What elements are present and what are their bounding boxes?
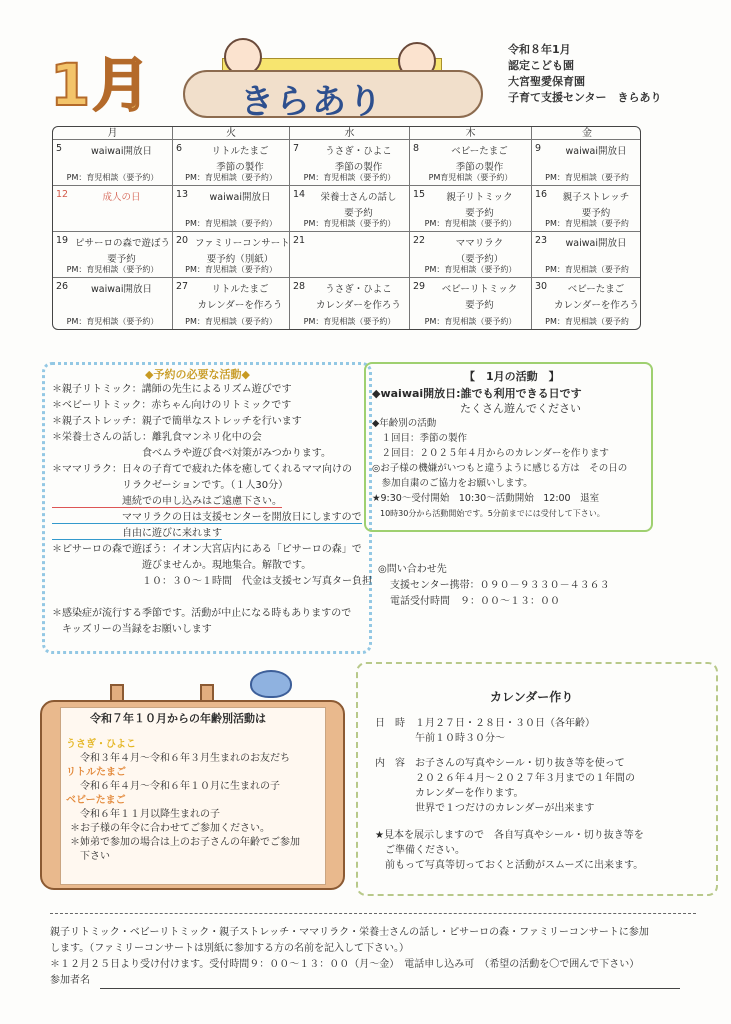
reservation-line: ＊ピサーロの森で遊ぼう：イオン大宮店内にある「ピサーロの森」で (52, 544, 362, 555)
pm-consultation: PM：育児相談（要予約） (66, 317, 159, 326)
day-number: 23 (535, 235, 548, 246)
pm-consultation: PM：育児相談（要予約） (424, 317, 517, 326)
calendar-making-line: 日 時 １月２７日・２８日・３０日（各年齢） (375, 718, 595, 729)
center-title: きらあり (240, 82, 384, 122)
event-title: うさぎ・ひよこ (325, 146, 392, 157)
day-number: 30 (535, 281, 548, 292)
calendar-cell (532, 278, 641, 330)
event-subtitle: カレンダーを作ろう (316, 300, 401, 311)
calendar-cell (410, 140, 532, 186)
pm-consultation: PM：育児相談（要予約） (185, 219, 277, 228)
event-title: ピサーロの森で遊ぼう (75, 238, 171, 249)
day-number: 20 (176, 235, 189, 246)
weekday-thu: 木 (410, 127, 532, 140)
activity-line: ◆waiwai開放日:誰でも利用できる日です (372, 387, 582, 400)
event-title: ママリラク (455, 238, 504, 249)
reservation-line: 遊びませんか。現地集合。解散です。 (52, 560, 312, 571)
event-subtitle: 要予約 (107, 254, 136, 265)
calendar-making-line: ★見本を展示しますので 各自写真やシール・切り抜き等を (375, 830, 644, 841)
event-subtitle: カレンダーを作ろう (197, 300, 283, 311)
pm-consultation: PM：育児相談（要予約 (545, 265, 629, 274)
pm-consultation: PM：育児相談（要予約 (545, 173, 629, 182)
activity-line: ◆年齢別の活動 (372, 418, 437, 429)
reservation-line: ＊親子ストレッチ：親子で簡単なストレッチを行います (52, 416, 302, 427)
day-number: 26 (56, 281, 69, 292)
activity-line: 参加自粛のご協力をお願いします。 (372, 478, 533, 489)
participant-name-field[interactable] (100, 988, 680, 989)
weekday-wed: 水 (290, 127, 410, 140)
event-title: 親子ストレッチ (562, 192, 630, 203)
pm-consultation: PM：育児相談（要予約） (424, 265, 517, 274)
footer-line: ＊１２月２５日より受け付けます。受付時間９：００～１３：００（月～金） 電話申し込み可 （希望の活動を〇で囲んで下さい） (50, 959, 640, 970)
event-subtitle: （要予約） (455, 254, 504, 265)
calendar-cell (290, 278, 410, 330)
participant-label: 参加者名 (50, 975, 90, 986)
age-group-name: ベビーたまご (66, 795, 126, 806)
event-title: waiwai開放日 (565, 238, 627, 249)
header-info-line: 令和８年1月 (508, 43, 571, 56)
activities-title: 【 1月の活動 】 (464, 370, 560, 383)
day-number: 16 (535, 189, 548, 200)
event-subtitle: カレンダーを作ろう (554, 300, 639, 311)
calendar-cell (532, 140, 641, 186)
activity-line: ◎お子様の機嫌がいつもと違うように感じる方は その日の (372, 463, 628, 474)
calendar-cell (532, 232, 641, 278)
day-number: 13 (176, 189, 189, 200)
age-groups-list (66, 738, 300, 864)
calendar-cell (173, 140, 290, 186)
reservation-line: ＊感染症が流行する季節です。活動が中止になる時もありますので (52, 608, 352, 619)
pm-consultation: PM：育児相談（要予約） (185, 265, 277, 274)
event-title: 栄養士さんの話し (320, 192, 397, 203)
activity-line: 10時30分から活動開始です。5分前までには受付して下さい。 (372, 509, 605, 518)
weekday-tue: 火 (173, 127, 290, 140)
reservation-line (52, 526, 382, 542)
calendar-cell (410, 186, 532, 232)
calendar-cell (290, 140, 410, 186)
pm-consultation: PM育児相談（要予約） (428, 173, 513, 182)
event-subtitle: 要予約 (465, 208, 494, 219)
event-title: うさぎ・ひよこ (325, 284, 392, 295)
pm-consultation: PM：育児相談（要予約） (303, 219, 396, 228)
event-title: waiwai開放日 (91, 146, 152, 157)
calendar-table (52, 126, 641, 330)
calendar-making-details (375, 716, 715, 873)
reservation-line (52, 510, 382, 526)
event-subtitle: 季節の製作 (334, 162, 383, 173)
pm-consultation: PM：育児相談（要予約 (545, 219, 629, 228)
calendar-header (53, 127, 640, 140)
event-title: ベビーリトミック (441, 284, 518, 295)
header-info (508, 42, 662, 106)
reservation-line: キッズリーの当録をお願いします (52, 624, 212, 635)
calendar-making-line (375, 816, 715, 828)
day-number: 8 (413, 143, 420, 154)
pm-consultation: PM：育児相談（要予約） (303, 317, 396, 326)
day-number: 14 (293, 189, 306, 200)
calendar-making-line: 内 容 お子さんの写真やシール・切り抜き等を使って (375, 758, 625, 769)
day-number: 27 (176, 281, 189, 292)
header-info-line: 子育て支援センター きらあり (508, 91, 662, 104)
day-number: 19 (56, 235, 69, 246)
age-group-note: ＊お子様の年令に合わせてご参加ください。 (70, 823, 270, 834)
calendar-making-line (375, 746, 715, 756)
calendar-making-line: 前もって写真等切っておくと活動がスムーズに出来ます。 (375, 860, 644, 871)
calendar-cell (410, 232, 532, 278)
reservation-title: ◆予約の必要な活動◆ (142, 366, 253, 382)
age-group-desc: 令和６年４月～令和６年１０月に生まれの子 (80, 781, 280, 792)
reservation-line: 食べムラや遊び食べ対策がみつかります。 (52, 448, 331, 459)
event-subtitle: 季節の製作 (216, 162, 264, 173)
month-heading: 1月 (50, 51, 153, 119)
calendar-cell (53, 140, 173, 186)
activity-line: たくさん遊んでください (372, 402, 581, 415)
calendar-cell (173, 278, 290, 330)
reservation-line (52, 590, 382, 606)
pm-consultation: PM：育児相談（要予約） (303, 173, 396, 182)
footer-divider (50, 913, 696, 914)
age-group-note: ＊姉弟で参加の場合は上のお子さんの年齢でご参加 (70, 837, 300, 848)
weekday-fri: 金 (532, 127, 641, 140)
event-subtitle: 要予約 (465, 300, 494, 311)
contact-title: ◎問い合わせ先 (378, 564, 447, 575)
day-number: 15 (413, 189, 426, 200)
calendar-cell (53, 278, 173, 330)
event-title: 親子リトミック (446, 192, 513, 203)
event-title: waiwai開放日 (565, 146, 627, 157)
age-group-note: 下さい (70, 851, 110, 862)
reservation-line: リラクゼーションです。（１人30分） (52, 480, 289, 491)
reservation-list (52, 382, 382, 638)
calendar-cell (410, 278, 532, 330)
pm-consultation: PM：育児相談（要予約） (424, 219, 517, 228)
event-subtitle: 要予約（別紙） (206, 254, 274, 265)
calendar-making-line: 午前１０時３０分～ (375, 733, 505, 744)
calendar-cell (290, 232, 410, 278)
bird-icon (250, 670, 292, 698)
event-title: リトルたまご (211, 146, 269, 157)
activity-line: １回目：季節の製作 (372, 433, 468, 444)
reservation-line: ＊親子リトミック：講師の先生によるリズム遊びです (52, 384, 292, 395)
event-subtitle: 要予約 (344, 208, 373, 219)
day-number: 29 (413, 281, 426, 292)
note-blue: ママリラクの日は支援センターを開放日にしますので (52, 512, 362, 523)
calendar-making-line: ご準備ください。 (375, 845, 465, 856)
event-title: ベビーたまご (567, 284, 625, 295)
day-number: 6 (176, 143, 183, 154)
activity-line: ★9:30～受付開始 10:30～活動開始 12:00 退室 (372, 493, 600, 504)
calendar-cell (532, 186, 641, 232)
day-number: 7 (293, 143, 300, 154)
event-subtitle: 季節の製作 (455, 162, 504, 173)
footer-line: 親子リトミック・ベビーリトミック・親子ストレッチ・ママリラク・栄養士さんの話し・ピサーロの森・ファミリーコンサートに参加 (50, 927, 649, 938)
event-title: ベビーたまご (451, 146, 508, 157)
activities-list (372, 386, 652, 521)
calendar-cell (53, 232, 173, 278)
pm-consultation: PM：育児相談（要予約） (185, 173, 277, 182)
reservation-line: １０：３０～１時間 代金は支援セン写真ター負担 (52, 576, 372, 587)
activity-line: ２回目：２０２５年４月からのカレンダーを作ります (372, 448, 609, 459)
age-group-desc: 令和３年４月～令和６年３月生まれのお友だち (80, 753, 290, 764)
reservation-line: ＊ママリラク：日々の子育てで疲れた体を癒してくれるママ向けの (52, 464, 352, 475)
calendar-making-line: ２０２６年４月～２０２７年３月までの１年間の (375, 773, 635, 784)
calendar-making-title: カレンダー作り (490, 690, 574, 704)
pm-consultation: PM：育児相談（要予約 (545, 317, 629, 326)
calendar-cell (173, 232, 290, 278)
pm-consultation: PM：育児相談（要予約） (66, 265, 159, 274)
age-group-desc: 令和６年１１月以降生まれの子 (80, 809, 220, 820)
event-subtitle: 要予約 (581, 208, 611, 219)
note-red: 連続での申し込みはご遠慮下さい。 (52, 496, 282, 507)
age-group-name: リトルたまご (66, 767, 126, 778)
day-number: 28 (293, 281, 306, 292)
pm-consultation: PM：育児相談（要予約） (185, 317, 277, 326)
contact-info (378, 562, 610, 610)
reservation-line: ＊ベビーリトミック：赤ちゃん向けのリトミックです (52, 400, 292, 411)
header-info-line: 認定こども園 (508, 59, 574, 72)
footer-line: します。（ファミリーコンサートは別紙に参加する方の名前を記入して下さい。） (50, 943, 409, 954)
event-title: waiwai開放日 (91, 284, 152, 295)
reservation-line: ＊栄養士さんの話し：離乳食マンネリ化中の会 (52, 432, 262, 443)
age-groups-title: 令和７年１０月からの年齢別活動は (90, 712, 266, 725)
age-group-name: うさぎ・ひよこ (66, 739, 136, 750)
contact-phone: 支援センター携帯：０９０－９３３０－４３６３ (390, 580, 610, 591)
note-blue: 自由に遊びに来れます (52, 528, 222, 539)
contact-hours: 電話受付時間 ９：００～１３：００ (390, 596, 560, 607)
calendar-cell (290, 186, 410, 232)
day-number: 21 (293, 235, 306, 246)
day-number: 5 (56, 143, 63, 154)
calendar-cell (173, 186, 290, 232)
day-number: 22 (413, 235, 426, 246)
day-number: 9 (535, 143, 542, 154)
weekday-mon: 月 (53, 127, 173, 140)
reservation-line (52, 494, 382, 510)
event-title: waiwai開放日 (209, 192, 271, 203)
event-title: 成人の日 (102, 192, 141, 203)
event-title: ファミリーコンサート (195, 238, 290, 249)
footer-text (50, 925, 710, 989)
header-info-line: 大宮聖愛保育園 (508, 75, 585, 88)
pm-consultation: PM：育児相談（要予約） (66, 173, 159, 182)
calendar-cell (53, 186, 173, 232)
event-title: リトルたまご (211, 284, 269, 295)
calendar-making-line: カレンダーを作ります。 (375, 788, 524, 799)
calendar-making-line: 世界で１つだけのカレンダーが出来ます (375, 803, 595, 814)
day-number: 12 (56, 189, 69, 200)
